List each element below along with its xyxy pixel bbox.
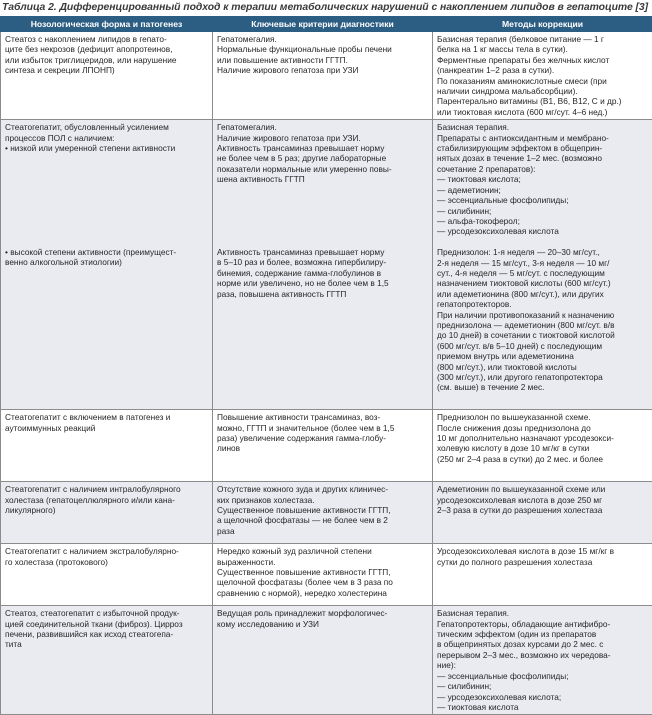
cell-line: можно, ГГТП и значительное (более чем в 1,5 bbox=[217, 423, 429, 433]
cell-line bbox=[5, 185, 209, 195]
cell-line: Препараты с антиоксидантным и мембрано- bbox=[437, 133, 649, 143]
cell-line: Гепатопротекторы, обладающие антифибро- bbox=[437, 619, 649, 629]
cell-diagnostics bbox=[213, 120, 433, 410]
cell-line: наличии синдрома мальабсорбции). bbox=[437, 86, 649, 96]
header-nosology: Нозологическая форма и патогенез bbox=[1, 17, 213, 32]
cell-line: — урсодезоксихолевая кислота; bbox=[437, 692, 649, 702]
cell-line: тическим эффектом (один из препаратов bbox=[437, 629, 649, 639]
cell-line: Базисная терапия (белковое питание — 1 г bbox=[437, 34, 649, 44]
cell-line: Базисная терапия. bbox=[437, 122, 649, 132]
cell-line: (см. выше) в течение 2 мес. bbox=[437, 382, 649, 392]
cell-line: (800 мг/сут.), или тиоктовой кислоты bbox=[437, 362, 649, 372]
cell-line: ликулярного) bbox=[5, 505, 209, 515]
cell-line: сравнению с нормой), нередко холестерина bbox=[217, 588, 429, 598]
cell-line: стабилизирующим эффектом в общеприн- bbox=[437, 143, 649, 153]
cell-line: — адеметионин; bbox=[437, 185, 649, 195]
cell-line: Базисная терапия. bbox=[437, 608, 649, 618]
cell-line: раза, повышена активность ГГТП bbox=[217, 289, 429, 299]
cell-line: перерывом 2–3 мес., возможно их чередова- bbox=[437, 650, 649, 660]
cell-line: • низкой или умеренной степени активности bbox=[5, 143, 209, 153]
cell-diagnostics bbox=[213, 482, 433, 544]
cell-line: Гепатомегалия. bbox=[217, 34, 429, 44]
cell-line bbox=[217, 195, 429, 205]
cell-nosology bbox=[1, 32, 213, 120]
cell-line: Отсутствие кожного зуда и других клиничес- bbox=[217, 484, 429, 494]
cell-correction bbox=[433, 606, 652, 715]
cell-line: Стеатогепатит, обусловленный усилением bbox=[5, 122, 209, 132]
cell-line: Нормальные функциональные пробы печени bbox=[217, 44, 429, 54]
cell-line: (250 мг 2–4 раза в сутки) до 2 мес. и более bbox=[437, 454, 649, 464]
cell-line: а щелочной фосфатазы — не более чем в 2 bbox=[217, 515, 429, 525]
cell-line bbox=[5, 205, 209, 215]
cell-line: линов bbox=[217, 443, 429, 453]
cell-correction bbox=[433, 410, 652, 482]
cell-line: ците без некрозов (дефицит апопротеинов, bbox=[5, 44, 209, 54]
cell-line: Урсодезоксихолевая кислота в дозе 15 мг/кг в bbox=[437, 546, 649, 556]
header-correction: Методы коррекции bbox=[433, 17, 652, 32]
cell-nosology bbox=[1, 482, 213, 544]
cell-line: приемом внутрь или адеметионина bbox=[437, 351, 649, 361]
cell-nosology bbox=[1, 606, 213, 715]
cell-line: (панкреатин 1–2 раза в сутки). bbox=[437, 65, 649, 75]
header-diagnostics: Ключевые критерии диагностики bbox=[213, 17, 433, 32]
cell-nosology bbox=[1, 544, 213, 606]
cell-correction bbox=[433, 482, 652, 544]
cell-line: венно алкогольной этиологии) bbox=[5, 257, 209, 267]
cell-line: показатели нормальные или умеренно повы- bbox=[217, 164, 429, 174]
cell-line: не более чем в 5 раз; другие лабораторные bbox=[217, 153, 429, 163]
cell-line bbox=[5, 237, 209, 247]
cell-line: процессов ПОЛ с наличием: bbox=[5, 133, 209, 143]
cell-line: синтеза и секреции ЛПОНП) bbox=[5, 65, 209, 75]
cell-line: Парентерально витамины (B1, B6, B12, С и др.) bbox=[437, 96, 649, 106]
cell-line: ких признаков холестаза. bbox=[217, 495, 429, 505]
cell-line bbox=[5, 174, 209, 184]
cell-line: холестаза (гепатоцеллюлярного и/или кана- bbox=[5, 495, 209, 505]
cell-line: Активность трансаминаз превышает норму bbox=[217, 143, 429, 153]
cell-line bbox=[5, 195, 209, 205]
cell-line: — силибинин; bbox=[437, 681, 649, 691]
cell-line: После снижения дозы преднизолона до bbox=[437, 423, 649, 433]
cell-line: Повышение активности трансаминаз, воз- bbox=[217, 412, 429, 422]
cell-line bbox=[217, 226, 429, 236]
cell-line: сочетание 2 препаратов): bbox=[437, 164, 649, 174]
therapy-table bbox=[0, 16, 652, 715]
cell-correction bbox=[433, 120, 652, 410]
cell-line: При наличии противопоказаний к назначению bbox=[437, 310, 649, 320]
table-row bbox=[1, 482, 652, 544]
cell-line: белка на 1 кг массы тела в сутки). bbox=[437, 44, 649, 54]
cell-line: нятых дозах в течение 1–2 мес. (возможно bbox=[437, 153, 649, 163]
cell-line: Нередко кожный зуд различной степени bbox=[217, 546, 429, 556]
cell-line bbox=[217, 237, 429, 247]
cell-line: — силибинин; bbox=[437, 206, 649, 216]
cell-line: Преднизолон по вышеуказанной схеме. bbox=[437, 412, 649, 422]
cell-line: аутоиммунных реакций bbox=[5, 423, 209, 433]
cell-line: Адеметионин по вышеуказанной схеме или bbox=[437, 484, 649, 494]
cell-correction bbox=[433, 544, 652, 606]
cell-correction bbox=[433, 32, 652, 120]
cell-line: — альфа-токоферол; bbox=[437, 216, 649, 226]
cell-line: — тиоктовая кислота; bbox=[437, 174, 649, 184]
cell-line: раза) увеличение содержания гамма-глобу- bbox=[217, 433, 429, 443]
cell-line: 2-я неделя — 15 мг/сут., 3-я неделя — 10 мг/ bbox=[437, 258, 649, 268]
cell-line: назначением тиоктовой кислоты (600 мг/сут.) bbox=[437, 278, 649, 288]
cell-line bbox=[5, 164, 209, 174]
cell-line: Активность трансаминаз превышает норму bbox=[217, 247, 429, 257]
table-header-row bbox=[1, 17, 652, 32]
table-row bbox=[1, 410, 652, 482]
cell-line bbox=[5, 153, 209, 163]
cell-line: 2–3 раза в сутки до разрешения холестаза bbox=[437, 505, 649, 515]
cell-line: Наличие жирового гепатоза при УЗИ bbox=[217, 65, 429, 75]
cell-line: Стеатоз с накоплением липидов в гепато- bbox=[5, 34, 209, 44]
table-caption: Таблица 2. Дифференцированный подход к терапии метаболических нарушений с накоплением липидов в гепатоците [3] bbox=[2, 1, 650, 15]
cell-line bbox=[5, 216, 209, 226]
cell-line: Стеатогепатит с включением в патогенез и bbox=[5, 412, 209, 422]
cell-line: преднизолона — адеметионин (800 мг/сут. в/в bbox=[437, 320, 649, 330]
cell-line: Стеатогепатит с наличием экстралобулярно- bbox=[5, 546, 209, 556]
cell-line: Ферментные препараты без желчных кислот bbox=[437, 55, 649, 65]
cell-diagnostics bbox=[213, 606, 433, 715]
cell-diagnostics bbox=[213, 32, 433, 120]
cell-line: Стеатогепатит с наличием интралобулярного bbox=[5, 484, 209, 494]
table-row bbox=[1, 32, 652, 120]
table-body bbox=[1, 32, 652, 715]
cell-line: По показаниям аминокислотные смеси (при bbox=[437, 76, 649, 86]
cell-diagnostics bbox=[213, 544, 433, 606]
cell-line: Существенное повышение активности ГГТП, bbox=[217, 567, 429, 577]
cell-line: — урсодезоксихолевая кислота bbox=[437, 226, 649, 236]
cell-line: или тиоктовая кислота (600 мг/сут. 4–6 нед.) bbox=[437, 107, 649, 117]
cell-line: Стеатоз, стеатогепатит с избыточной продук- bbox=[5, 608, 209, 618]
cell-line bbox=[217, 216, 429, 226]
cell-line: Преднизолон: 1-я неделя — 20–30 мг/сут., bbox=[437, 247, 649, 257]
cell-line: или избыток триглицеридов, или нарушение bbox=[5, 55, 209, 65]
cell-line: холевую кислоту в дозе 10 мг/кг в сутки bbox=[437, 443, 649, 453]
cell-line: шена активность ГГТП bbox=[217, 174, 429, 184]
cell-nosology bbox=[1, 120, 213, 410]
cell-line: норме или увеличено, но не более чем в 1,5 bbox=[217, 278, 429, 288]
cell-line: до 10 дней) в сочетании с тиоктовой кислотой bbox=[437, 330, 649, 340]
cell-line: в 5–10 раз и более, возможна гипербилиру- bbox=[217, 257, 429, 267]
cell-line: тита bbox=[5, 639, 209, 649]
cell-line: или повышение активности ГГТП. bbox=[217, 55, 429, 65]
cell-line: — эссенциальные фосфолипиды; bbox=[437, 195, 649, 205]
cell-line: урсодезоксихолевая кислота в дозе 250 мг bbox=[437, 495, 649, 505]
cell-line: Гепатомегалия. bbox=[217, 122, 429, 132]
cell-line: ние): bbox=[437, 660, 649, 670]
cell-line: печени, развившийся как исход стеатогепа- bbox=[5, 629, 209, 639]
cell-line: цией соединительной ткани (фиброз). Цирроз bbox=[5, 619, 209, 629]
cell-line: Наличие жирового гепатоза при УЗИ. bbox=[217, 133, 429, 143]
cell-line: (300 мг/сут.), или другого гепатопротектора bbox=[437, 372, 649, 382]
cell-line bbox=[217, 205, 429, 215]
cell-line: (600 мг/сут. в/в 5–10 дней) с последующим bbox=[437, 341, 649, 351]
cell-line: сутки до полного разрешения холестаза bbox=[437, 557, 649, 567]
cell-line bbox=[5, 226, 209, 236]
cell-nosology bbox=[1, 410, 213, 482]
cell-line: — эссенциальные фосфолипиды; bbox=[437, 671, 649, 681]
cell-line: или адеметионина (800 мг/сут.), или других bbox=[437, 289, 649, 299]
table-row bbox=[1, 120, 652, 410]
table-row bbox=[1, 606, 652, 715]
cell-line: сут., 4-я неделя — 5 мг/сут. с последующим bbox=[437, 268, 649, 278]
cell-line bbox=[437, 237, 649, 247]
cell-line: Ведущая роль принадлежит морфологичес- bbox=[217, 608, 429, 618]
cell-line: • высокой степени активности (преимущест- bbox=[5, 247, 209, 257]
table-row bbox=[1, 544, 652, 606]
cell-line: 10 мг дополнительно назначают урсодезокси- bbox=[437, 433, 649, 443]
cell-line bbox=[217, 185, 429, 195]
cell-line: раза bbox=[217, 526, 429, 536]
cell-line: в общепринятых дозах курсами до 2 мес. с bbox=[437, 639, 649, 649]
cell-line: — тиоктовая кислота bbox=[437, 702, 649, 712]
cell-line: Существенное повышение активности ГГТП, bbox=[217, 505, 429, 515]
cell-line: выраженности. bbox=[217, 557, 429, 567]
cell-line: кому исследованию и УЗИ bbox=[217, 619, 429, 629]
cell-line: бинемия, содержание гамма-глобулинов в bbox=[217, 268, 429, 278]
cell-line: щелочной фосфатазы (более чем в 3 раза по bbox=[217, 577, 429, 587]
cell-line: гепатопротекторов. bbox=[437, 299, 649, 309]
cell-line: го холестаза (протокового) bbox=[5, 557, 209, 567]
cell-diagnostics bbox=[213, 410, 433, 482]
